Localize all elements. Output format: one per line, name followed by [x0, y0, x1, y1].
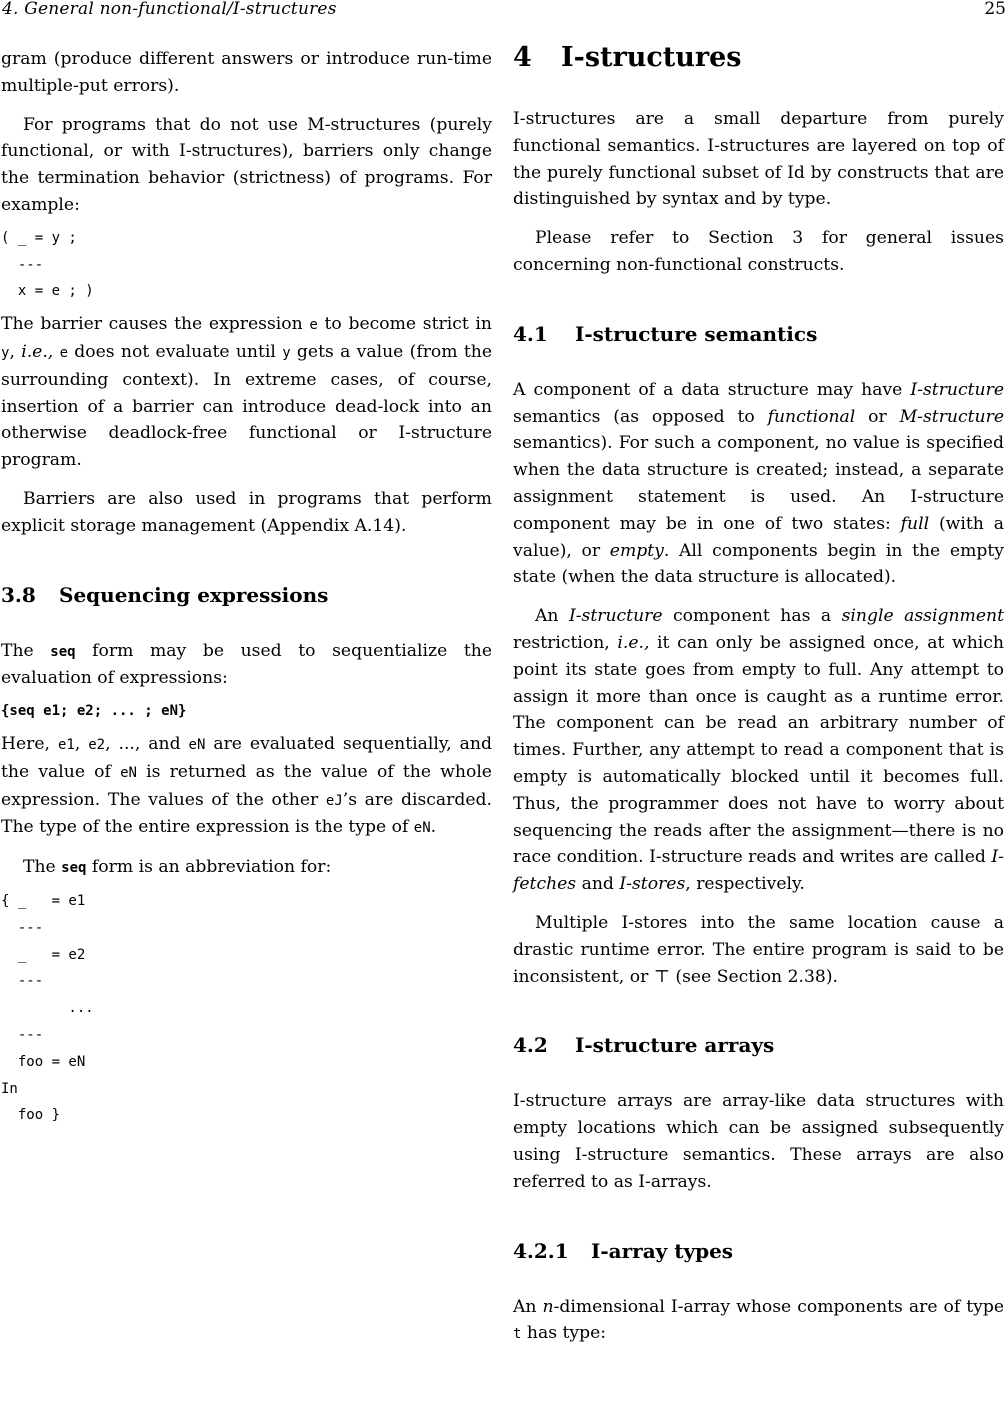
paragraph: The seq form may be used to sequentialize the evaluation of expressions:: [1, 640, 492, 689]
paragraph: Here, e1, e2, ..., and eN are evaluated sequentially, and the value of eN is returned as the value of the whole expression. The values of the other eJ’s are discarded. The type of the entire expression is the type of eN.: [1, 733, 492, 838]
paragraph: I-structures are a small departure from purely functional semantics. I-structures are layered on top of the purely functional subset of Id by constructs that are distinguished by syntax and by type.: [513, 109, 1004, 210]
paragraph: For programs that do not use M-structures (purely functional, or with I-structures), barriers only change the termination behavior (strictness) of programs. For example:: [1, 114, 492, 215]
paragraph: A component of a data structure may have I-structure semantics (as opposed to functional or M-structure semantics). For such a component, no value is specified when the data structure is created; instead, a separate assignment statement is used. An I-structure component may be in one of two states: full (with a value), or empty. All components begin in the empty state (when the data structure is allocated).: [513, 379, 1004, 588]
section-heading: 4.1 I-structure semantics: [513, 321, 818, 346]
code-block: {seq e1; e2; ... ; eN}: [1, 703, 187, 720]
page-number: 25: [984, 0, 1006, 19]
left-column: [1, 46, 492, 1129]
page-header: [0, 0, 1008, 24]
right-column: [513, 42, 1004, 1348]
paragraph: Multiple I-stores into the same location cause a drastic runtime error. The entire program is said to be inconsistent, or ⊤ (see Section 2.38).: [513, 912, 1004, 987]
chapter-heading: 4 I-structures: [513, 42, 742, 73]
section-heading: 4.2 I-structure arrays: [513, 1033, 775, 1058]
paragraph: An n-dimensional I-array whose components are of type t has type:: [513, 1296, 1004, 1344]
paragraph: Barriers are also used in programs that perform explicit storage management (Appendix A.14).: [1, 488, 492, 536]
code-block: { _ = e1 --- _ = e2 --- ... --- foo = eN In foo }: [1, 892, 94, 1124]
paragraph: I-structure arrays are array-like data structures with empty locations which can be assigned subsequently using I-structure semantics. These arrays are also referred to as I-arrays.: [513, 1091, 1004, 1192]
subsection-heading: 4.2.1 I-array types: [513, 1238, 734, 1263]
paragraph: An I-structure component has a single assignment restriction, i.e., it can only be assigned once, at which point its state goes from empty to full. Any attempt to assign it more than once is caught as a runtime error. The component can be read an arbitrary number of times. Further, any attempt to read a component that is empty is automatically blocked until it becomes full. Thus, the programmer does not have to worry about sequencing the reads after the assignment—there is no race condition. I-structure reads and writes are called I-fetches and I-stores, respectively.: [513, 606, 1005, 895]
paragraph: The seq form is an abbreviation for:: [23, 857, 332, 878]
paragraph: Please refer to Section 3 for general issues concerning non-functional constructs.: [513, 228, 1004, 275]
section-heading: 3.8 Sequencing expressions: [1, 582, 329, 607]
paragraph: gram (produce different answers or introduce run-time multiple-put errors).: [1, 49, 492, 96]
running-title: 4. General non-functional/I-structures: [2, 0, 337, 19]
paragraph: The barrier causes the expression e to become strict in y, i.e., e does not evaluate until y gets a value (from the surrounding context). In extreme cases, of course, insertion of a barrier can introduce dead-lock into an otherwise deadlock-free functional or I-structure program.: [1, 314, 492, 471]
code-block: ( _ = y ; --- x = e ; ): [1, 229, 94, 300]
